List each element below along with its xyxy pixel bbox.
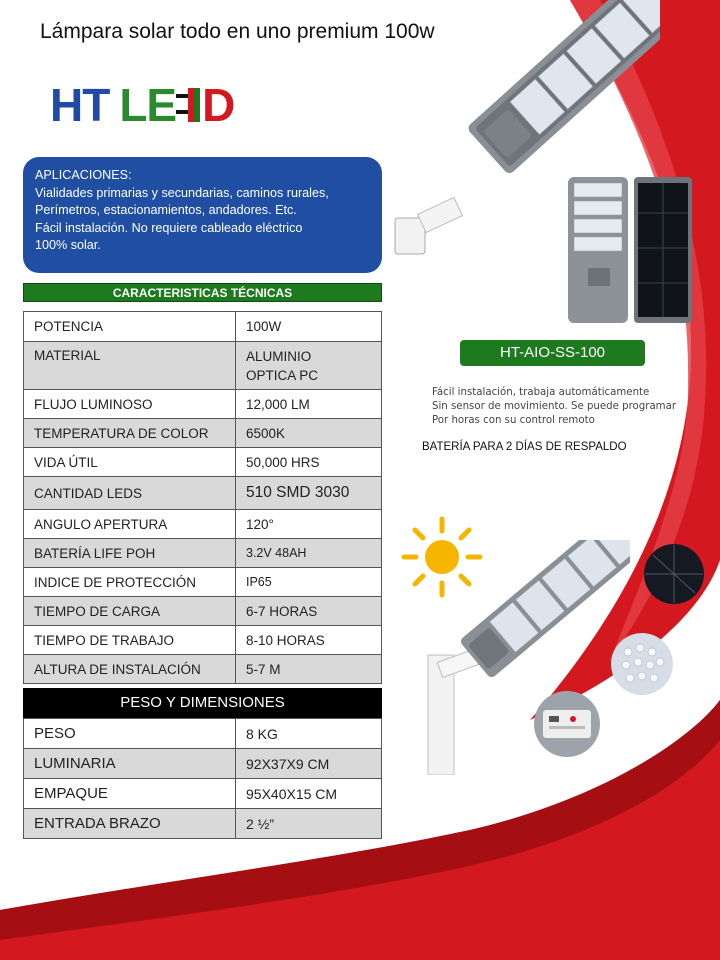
- spec-value: [236, 342, 382, 390]
- spec-value: 100W: [236, 312, 382, 342]
- applications-line: Perímetros, estacionamientos, andadores. Etc.: [35, 203, 297, 217]
- applications-line: Fácil instalación. No requiere cableado eléctrico: [35, 220, 303, 235]
- table-row: [24, 597, 382, 626]
- plug-icon: [176, 80, 202, 139]
- dimension-label: EMPAQUE: [24, 779, 236, 809]
- applications-heading: APLICACIONES:: [35, 168, 132, 182]
- dimension-label: LUMINARIA: [24, 749, 236, 779]
- spec-value: 50,000 HRS: [236, 448, 382, 477]
- dimensions-title: PESO Y DIMENSIONES: [23, 688, 382, 718]
- spec-value: 6500K: [236, 419, 382, 448]
- table-row: [24, 626, 382, 655]
- table-row: [24, 510, 382, 539]
- applications-line: Vialidades primarias y secundarias, caminos rurales,: [35, 185, 329, 200]
- spec-value: 120°: [236, 510, 382, 539]
- spec-value-line: ALUMINIO: [246, 348, 312, 364]
- dimension-label: ENTRADA BRAZO: [24, 809, 236, 839]
- spec-label: VIDA ÚTIL: [24, 448, 236, 477]
- table-row: [24, 809, 382, 839]
- spec-value: 12,000 LM: [236, 390, 382, 419]
- table-row: [24, 312, 382, 342]
- spec-label: POTENCIA: [24, 312, 236, 342]
- table-row: [24, 448, 382, 477]
- logo-text-ht: HT: [50, 79, 110, 131]
- dimension-value: 8 KG: [236, 719, 382, 749]
- feature-line: Sin sensor de movimiento. Se puede programar: [432, 401, 677, 412]
- specs-table: [23, 311, 382, 684]
- feature-line: Fácil instalación, trabaja automáticamente: [432, 387, 650, 398]
- table-row: [24, 779, 382, 809]
- feature-line: Por horas con su control remoto: [432, 415, 595, 426]
- spec-label: CANTIDAD LEDS: [24, 477, 236, 510]
- controller-detail-image: [533, 690, 601, 758]
- table-row: [24, 568, 382, 597]
- dimension-value: 92X37X9 CM: [236, 749, 382, 779]
- table-row: [24, 390, 382, 419]
- table-row: [24, 749, 382, 779]
- spec-value: IP65: [236, 568, 382, 597]
- table-row: [24, 342, 382, 390]
- spec-label: ANGULO APERTURA: [24, 510, 236, 539]
- spec-label: ALTURA DE INSTALACIÓN: [24, 655, 236, 684]
- model-badge: HT-AIO-SS-100: [460, 340, 645, 366]
- spec-label: INDICE DE PROTECCIÓN: [24, 568, 236, 597]
- dimensions-table: [23, 718, 382, 839]
- table-row: [24, 539, 382, 568]
- spec-label: MATERIAL: [24, 342, 236, 390]
- logo-text-le: LE: [119, 79, 177, 131]
- spec-value: 6-7 HORAS: [236, 597, 382, 626]
- table-row: [24, 419, 382, 448]
- table-row: [24, 655, 382, 684]
- spec-value-line: OPTICA PC: [246, 367, 319, 383]
- spec-label: FLUJO LUMINOSO: [24, 390, 236, 419]
- dimension-label: PESO: [24, 719, 236, 749]
- spec-value: 510 SMD 3030: [236, 477, 382, 510]
- page-title: Lámpara solar todo en uno premium 100w: [40, 20, 435, 43]
- applications-box: [23, 157, 382, 273]
- spec-label: TEMPERATURA DE COLOR: [24, 419, 236, 448]
- spec-label: TIEMPO DE TRABAJO: [24, 626, 236, 655]
- lamp-front-back-image: [566, 173, 696, 328]
- tech-section-title: CARACTERISTICAS TÉCNICAS: [23, 283, 382, 302]
- spec-value: 8-10 HORAS: [236, 626, 382, 655]
- spec-value: 5-7 M: [236, 655, 382, 684]
- spec-label: TIEMPO DE CARGA: [24, 597, 236, 626]
- applications-line: 100% solar.: [35, 238, 101, 252]
- dimension-value: 2 ½”: [236, 809, 382, 839]
- features-text: [432, 386, 676, 428]
- table-row: [24, 719, 382, 749]
- spec-value: 3.2V 48AH: [236, 539, 382, 568]
- spec-label: BATERÍA LIFE POH: [24, 539, 236, 568]
- dimension-value: 95X40X15 CM: [236, 779, 382, 809]
- led-chips-detail-image: [610, 632, 675, 697]
- htled-logo: [50, 80, 234, 130]
- table-row: [24, 477, 382, 510]
- logo-text-d: D: [202, 79, 235, 131]
- battery-note: BATERÍA PARA 2 DÍAS DE RESPALDO: [422, 441, 627, 453]
- solar-panel-detail-image: [643, 543, 705, 605]
